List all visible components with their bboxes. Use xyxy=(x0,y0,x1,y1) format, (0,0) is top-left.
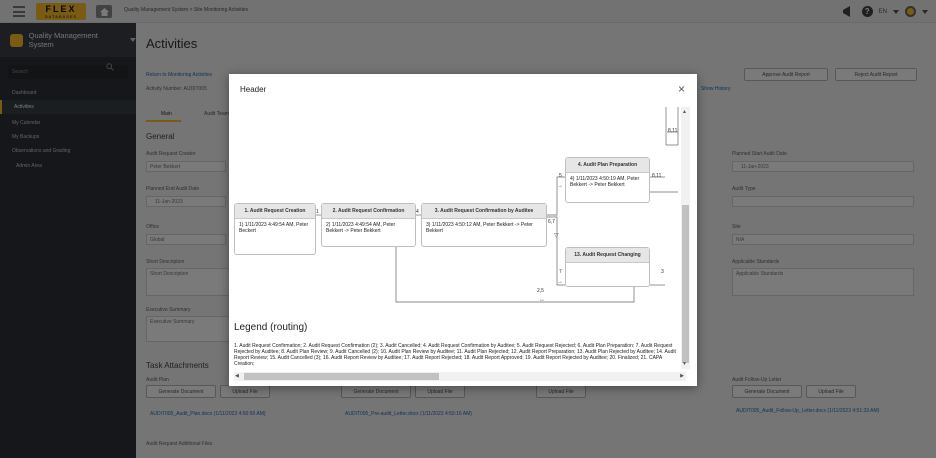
box-13-title: 13. Audit Request Changing xyxy=(566,248,649,263)
edge-label-6-7: 6,7 xyxy=(548,219,555,225)
vertical-scroll-thumb[interactable] xyxy=(682,205,689,363)
edge-label-1: 1 xyxy=(316,209,319,215)
scroll-right-icon[interactable]: ▶ xyxy=(680,373,684,379)
edge-label-8-11: 8,11 xyxy=(652,173,662,179)
box-audit-plan-preparation[interactable] xyxy=(565,157,650,203)
edge-label-4: 4 xyxy=(416,209,419,215)
modal-title: Header xyxy=(240,85,267,94)
box-audit-request-confirmation[interactable] xyxy=(321,203,416,247)
box-3-title: 3. Audit Request Confirmation by Auditee xyxy=(422,204,546,219)
arrow-left-icon: ↔ xyxy=(539,297,545,303)
edge-label-2-5: 2,5 xyxy=(537,288,544,294)
box-2-title: 2. Audit Request Confirmation xyxy=(322,204,415,219)
routing-modal xyxy=(229,74,697,386)
scroll-left-icon[interactable]: ◀ xyxy=(235,373,239,379)
diagram-vertical-scrollbar[interactable] xyxy=(681,107,690,369)
box-1-body: 1) 1/11/2023 4:49:54 AM, Peter Beckert xyxy=(239,222,309,234)
box-1-title: 1. Audit Request Creation xyxy=(235,204,315,219)
horizontal-scroll-thumb[interactable] xyxy=(244,373,439,380)
scroll-up-icon[interactable]: ▲ xyxy=(682,109,687,115)
scroll-down-icon[interactable]: ▼ xyxy=(682,361,687,367)
box-audit-request-confirmation-by-auditee[interactable] xyxy=(421,203,547,247)
workflow-diagram xyxy=(229,107,681,317)
box-4-title: 4. Audit Plan Preparation xyxy=(566,158,649,173)
arrow-right-icon: → xyxy=(557,183,563,189)
box-audit-request-changing[interactable] xyxy=(565,247,650,287)
legend-title: Legend (routing) xyxy=(234,322,308,333)
diagram-horizontal-scrollbar[interactable] xyxy=(234,372,686,381)
modal-body xyxy=(229,107,697,386)
edge-label-7: 7 xyxy=(559,269,562,275)
arrow-right-icon: → xyxy=(557,279,563,285)
legend-text: 1. Audit Request Confirmation; 2. Audit Request Confirmation (2); 3. Audit Cancelled; 4. Audit Request Confirmation by Auditee; 5. Audit Request Rejected; 6. Audit Plan Preparation; 7. Audit Request Rejected by Auditee; 8. Audit Plan Review; 9. Audit Cancelled (2); 10. Audit Plan Review by Auditee; 11. Audit Plan Rejected; 12. Audit Report Preparation; 13. Audit Plan Rejected by Auditee; 14. Audit Report Review; 15. Audit Cancelled (3); 16. Audit Report Review by Auditee; 17. Audit Report Rejected; 18. Audit Report Approved; 19. Audit Report Rejected by Auditee; 20. Finalized; 21. CAPA Creation; xyxy=(234,343,676,367)
box-4-body: 4) 1/11/2023 4:50:19 AM, Peter Bekkert -> Peter Bekkert xyxy=(570,176,640,188)
arrow-down-icon: ▽ xyxy=(554,233,559,239)
close-icon[interactable]: × xyxy=(677,82,685,96)
box-audit-request-creation[interactable] xyxy=(234,203,316,255)
edge-label-3: 3 xyxy=(661,269,664,275)
edge-label-8-11-top: 8,11 xyxy=(668,128,678,134)
edge-label-5: 5 xyxy=(559,173,562,179)
box-2-body: 2) 1/11/2023 4:49:54 AM, Peter Bekkert -> Peter Bekkert xyxy=(326,222,396,234)
box-3-body: 3) 1/11/2023 4:50:12 AM, Peter Bekkert -> Peter Bekkert xyxy=(426,222,533,234)
